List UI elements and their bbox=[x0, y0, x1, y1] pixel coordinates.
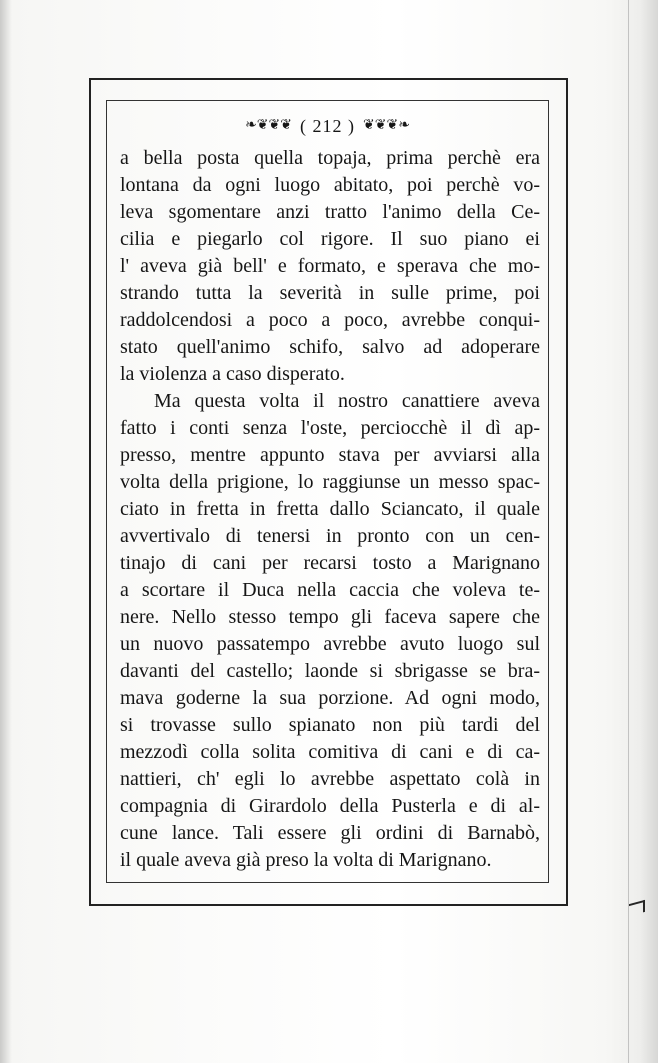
text-line: tinajo di cani per recarsi tosto a Marignano bbox=[120, 552, 540, 574]
text-line: leva sgomentare anzi tratto l'animo della Ce- bbox=[120, 201, 540, 223]
text-line: il quale aveva già preso la volta di Marignano. bbox=[120, 849, 492, 871]
ruled-margin-line bbox=[628, 0, 641, 1063]
text-line: raddolcendosi a poco a poco, avrebbe conqui- bbox=[120, 309, 540, 331]
ornament-left-icon: ❧❦❦❦ bbox=[245, 117, 292, 133]
text-line: mezzodì colla solita comitiva di cani e di ca- bbox=[120, 741, 540, 763]
text-line: si trovasse sullo spianato non più tardi del bbox=[120, 714, 540, 736]
text-line: davanti del castello; laonde si sbrigasse se bra- bbox=[120, 660, 540, 682]
text-line: la violenza a caso disperato. bbox=[120, 363, 345, 385]
text-line: fatto i conti senza l'oste, perciocchè il dì ap- bbox=[120, 417, 540, 439]
ornament-right-icon: ❦❦❦❧ bbox=[363, 117, 410, 133]
body-text bbox=[120, 145, 540, 874]
page-header bbox=[106, 112, 549, 140]
text-line: Ma questa volta il nostro canattiere aveva bbox=[154, 390, 540, 412]
text-line: avvertivalo di tenersi in pronto con un cen- bbox=[120, 525, 540, 547]
text-line: volta della prigione, lo raggiunse un messo spac- bbox=[120, 471, 540, 493]
text-line: nattieri, ch' egli lo avrebbe aspettato colà in bbox=[120, 768, 540, 790]
text-line: presso, mentre appunto stava per avviarsi alla bbox=[120, 444, 540, 466]
text-line: ciato in fretta in fretta dallo Sciancato, il quale bbox=[120, 498, 540, 520]
text-line: mava goderne la sua porzione. Ad ogni modo, bbox=[120, 687, 540, 709]
page-number: ( 212 ) bbox=[300, 115, 355, 136]
text-line: nere. Nello stesso tempo gli faceva sapere che bbox=[120, 606, 540, 628]
text-line: cune lance. Tali essere gli ordini di Barnabò, bbox=[120, 822, 540, 844]
text-line: compagnia di Girardolo della Pusterla e di al- bbox=[120, 795, 540, 817]
text-line: lontana da ogni luogo abitato, poi perchè vo- bbox=[120, 174, 540, 196]
text-line: strando tutta la severità in sulle prime, poi bbox=[120, 282, 540, 304]
text-line: cilia e piegarlo col rigore. Il suo piano ei bbox=[120, 228, 540, 250]
text-line: a bella posta quella topaja, prima perchè era bbox=[120, 147, 540, 169]
text-line: stato quell'animo schifo, salvo ad adoperare bbox=[120, 336, 540, 358]
text-line: un nuovo passatempo avrebbe avuto luogo sul bbox=[120, 633, 540, 655]
spine-shadow bbox=[0, 0, 12, 1063]
text-line: a scortare il Duca nella caccia che voleva te- bbox=[120, 579, 540, 601]
text-line: l' aveva già bell' e formato, e sperava che mo- bbox=[120, 255, 540, 277]
